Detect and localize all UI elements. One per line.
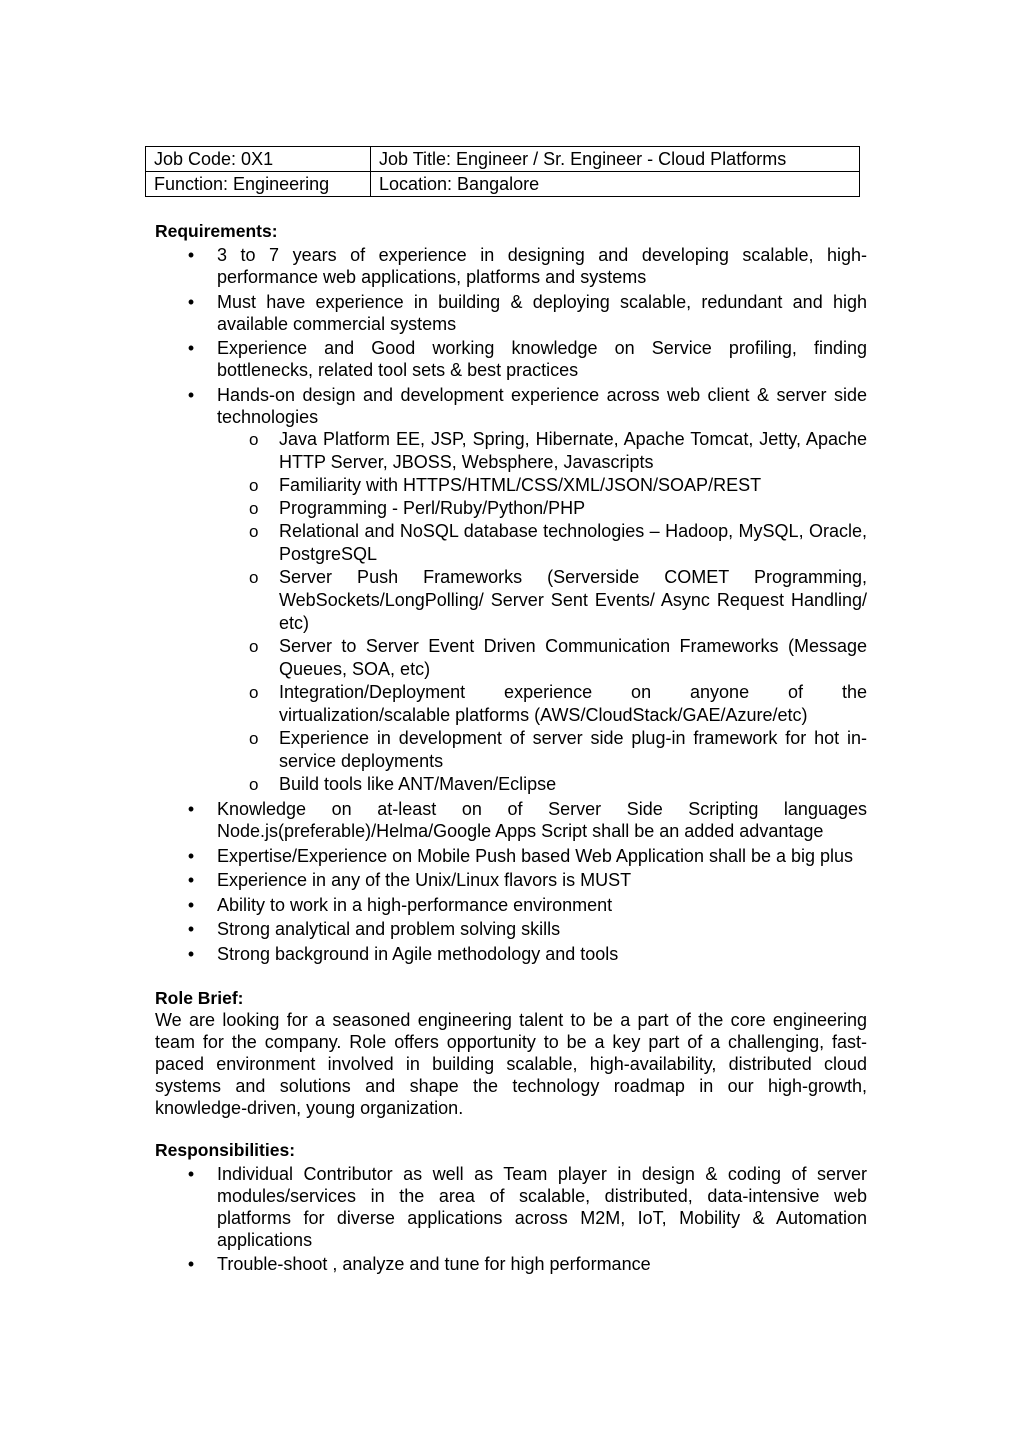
job-info-table [145,146,860,197]
sub-list-item-text: Integration/Deployment experience on anyone of the virtualization/scalable platforms (AWS/CloudStack/GAE/Azure/etc) [279,681,867,725]
list-item [155,845,867,867]
sub-list-item [217,497,867,520]
job-title-cell: Job Title: Engineer / Sr. Engineer - Cloud Platforms [371,147,860,172]
sub-list-item-text: Relational and NoSQL database technologies – Hadoop, MySQL, Oracle, PostgreSQL [279,520,867,564]
list-item-text: Ability to work in a high-performance environment [217,894,613,915]
sub-list-item-text: Build tools like ANT/Maven/Eclipse [279,773,557,794]
sub-bullet-icon: o [249,475,259,495]
bullet-icon: • [187,245,195,265]
list-item [155,1253,867,1275]
list-item-text: Strong background in Agile methodology and tools [217,943,619,964]
technologies-sublist [217,428,867,796]
list-item [155,244,867,288]
sub-list-item [217,773,867,796]
sub-list-item-text: Java Platform EE, JSP, Spring, Hibernate, Apache Tomcat, Jetty, Apache HTTP Server, JBOSS, Websphere, Javascripts [279,428,867,472]
role-brief-paragraph: We are looking for a seasoned engineering talent to be a part of the core engineering team for the company. Role offers opportunity to be a key part of a challenging, fast-paced environment involved in building scalable, high-availability, distributed cloud systems and solutions and shape the technology roadmap in our high-growth, knowledge-driven, young organization. [155,1009,867,1118]
sub-list-item-text: Server to Server Event Driven Communication Frameworks (Message Queues, SOA, etc) [279,635,867,679]
sub-list-item [217,566,867,635]
list-item [155,798,867,842]
sub-list-item [217,520,867,566]
sub-bullet-icon: o [249,521,259,541]
list-item-text: Strong analytical and problem solving skills [217,919,561,939]
sub-list-item-text: Familiarity with HTTPS/HTML/CSS/XML/JSON/SOAP/REST [279,474,762,495]
sub-bullet-icon: o [249,567,259,587]
bullet-icon: • [187,845,195,866]
list-item-text: Expertise/Experience on Mobile Push based Web Application shall be a big plus [217,845,854,866]
bullet-icon: • [187,291,195,312]
bullet-icon: • [187,1254,195,1274]
sub-list-item-text: Experience in development of server side plug-in framework for hot in-service deployments [279,727,867,771]
list-item [155,291,867,335]
sub-list-item [217,428,867,474]
sub-bullet-icon: o [249,429,259,449]
bullet-icon: • [187,384,195,405]
bullet-icon: • [187,870,195,890]
list-item [155,384,867,796]
sub-list-item [217,727,867,773]
sub-list-item [217,474,867,497]
list-item [155,869,867,891]
list-item [155,337,867,381]
function-cell: Function: Engineering [146,172,371,197]
list-item-text: Experience in any of the Unix/Linux flavors is MUST [217,870,632,890]
bullet-icon: • [187,1163,195,1184]
sub-list-item [217,681,867,727]
sub-bullet-icon: o [249,682,259,702]
list-item-text: Experience and Good working knowledge on Service profiling, finding bottlenecks, related tool sets & best practices [217,338,867,380]
requirements-list [155,244,867,965]
job-info-row [146,147,860,172]
list-item [155,918,867,940]
job-info-row [146,172,860,197]
responsibilities-heading: Responsibilities: [155,1139,296,1160]
list-item-text: Individual Contributor as well as Team player in design & coding of server modules/services in the area of scalable, distributed, data-intensive web platforms for diverse applications across M2M, IoT, Mobility & Automation applications [217,1163,867,1250]
list-item-text: Hands-on design and development experience across web client & server side technologies [217,384,867,427]
job-code-cell: Job Code: 0X1 [146,147,371,172]
sub-list-item-text: Programming - Perl/Ruby/Python/PHP [279,497,586,518]
sub-bullet-icon: o [249,636,259,656]
list-item-text: Knowledge on at-least on of Server Side Scripting languages Node.js(preferable)/Helma/Google Apps Script shall be an added advantage [217,799,867,841]
responsibilities-list [155,1163,867,1276]
sub-bullet-icon: o [249,774,259,794]
sub-list-item-text: Server Push Frameworks (Serverside COMET Programming, WebSockets/LongPolling/ Server Sent Events/ Async Request Handling/ etc) [279,566,867,633]
list-item [155,1163,867,1251]
sub-bullet-icon: o [249,498,259,518]
bullet-icon: • [187,919,195,939]
location-cell: Location: Bangalore [371,172,860,197]
bullet-icon: • [187,894,195,915]
sub-list-item [217,635,867,681]
list-item [155,894,867,916]
bullet-icon: • [187,799,195,819]
document-page [155,146,867,1278]
list-item-text: Trouble-shoot , analyze and tune for high performance [217,1254,651,1274]
sub-bullet-icon: o [249,728,259,748]
role-brief-heading: Role Brief: [155,987,244,1008]
list-item-text: Must have experience in building & deploying scalable, redundant and high available commercial systems [217,291,867,334]
bullet-icon: • [187,338,195,358]
bullet-icon: • [187,943,195,964]
requirements-heading: Requirements: [155,221,278,241]
list-item-text: 3 to 7 years of experience in designing and developing scalable, high-performance web applications, platforms and systems [217,245,867,287]
list-item [155,943,867,965]
